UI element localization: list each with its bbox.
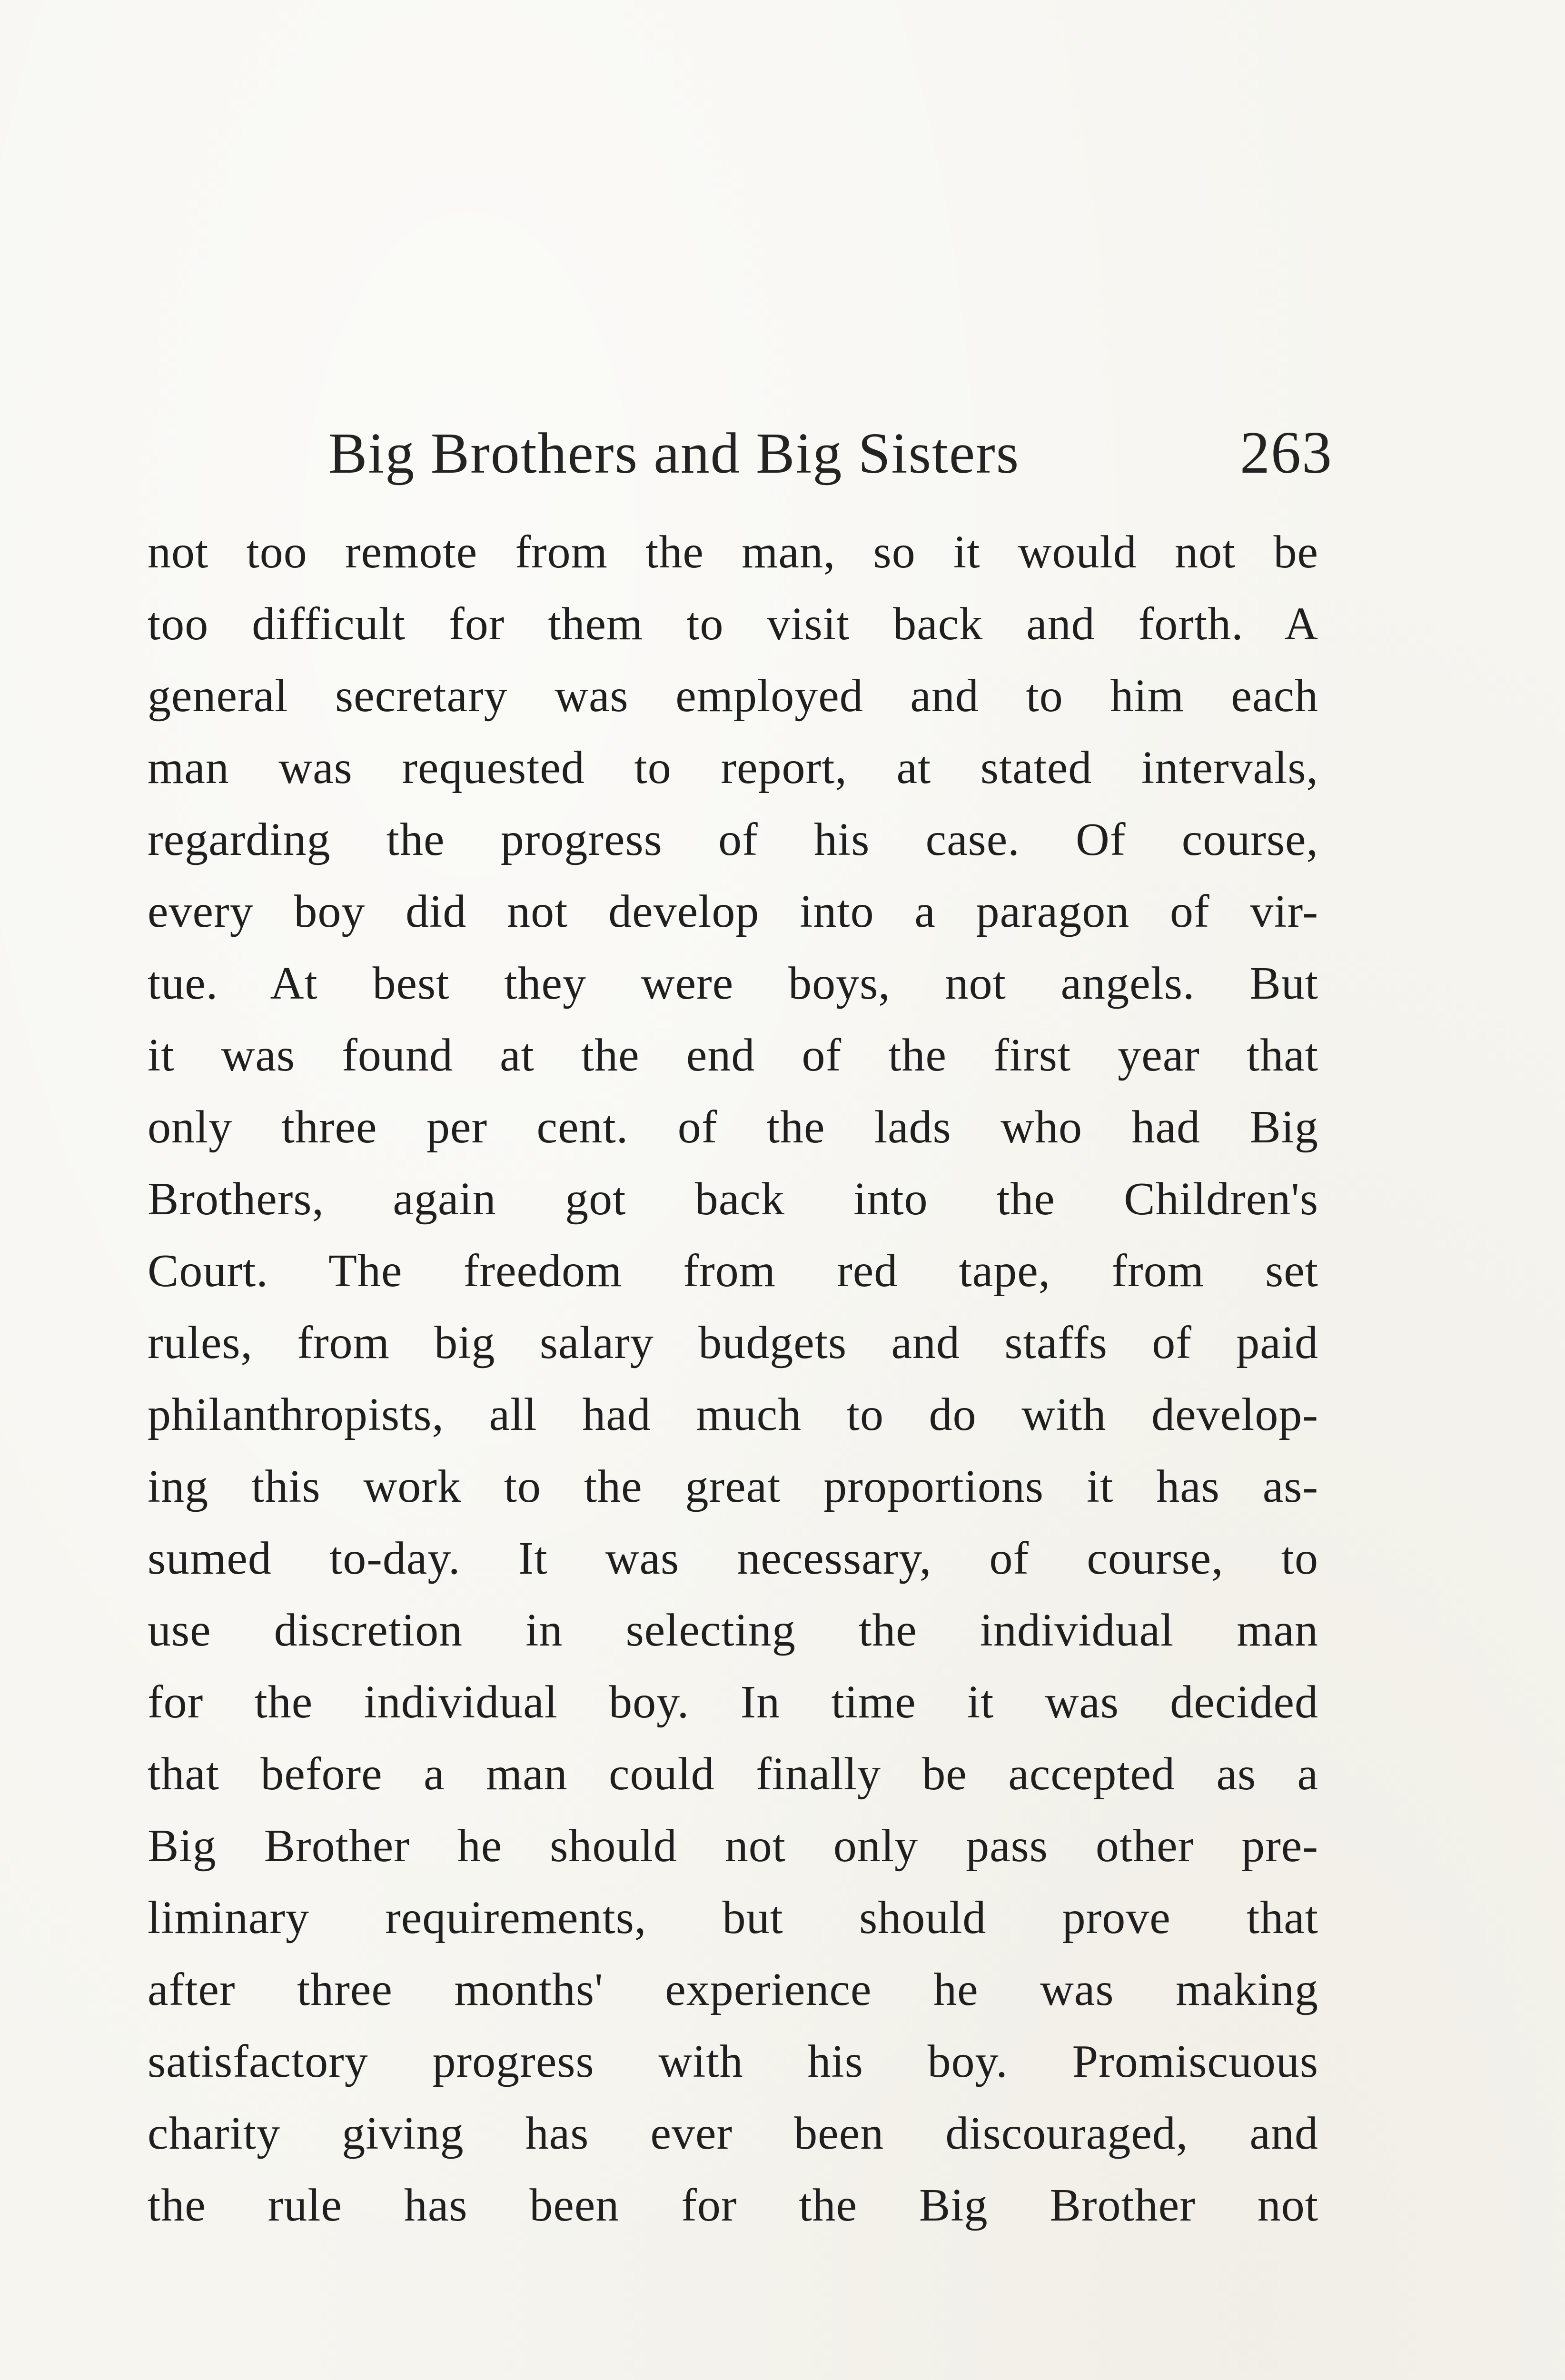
text-line: regarding the progress of his case. Of course,	[148, 814, 1318, 865]
text-line: sumed to-day. It was necessary, of course, to	[148, 1533, 1318, 1584]
text-line: man was requested to report, at stated intervals,	[148, 742, 1318, 793]
text-line: philanthropists, all had much to do with develop-	[148, 1389, 1318, 1440]
text-line: charity giving has ever been discouraged, and	[148, 2108, 1318, 2159]
running-head	[328, 419, 1333, 500]
text-line: for the individual boy. In time it was decided	[148, 1676, 1318, 1728]
text-line: Big Brother he should not only pass other pre-	[148, 1820, 1318, 1872]
text-line: liminary requirements, but should prove that	[148, 1892, 1318, 1944]
text-line: after three months' experience he was making	[148, 1964, 1318, 2015]
text-line: Brothers, again got back into the Children's	[148, 1173, 1318, 1225]
body-text	[148, 516, 1318, 2241]
text-line: it was found at the end of the first year that	[148, 1030, 1318, 1081]
text-line: every boy did not develop into a paragon of vir-	[148, 886, 1318, 937]
text-line: rules, from big salary budgets and staffs of paid	[148, 1317, 1318, 1368]
text-line: general secretary was employed and to him each	[148, 670, 1318, 722]
text-line: the rule has been for the Big Brother not	[148, 2180, 1318, 2231]
text-line: that before a man could finally be accepted as a	[148, 1748, 1318, 1800]
running-title: Big Brothers and Big Sisters	[328, 421, 1020, 486]
page-number: 263	[1240, 420, 1333, 486]
text-line: satisfactory progress with his boy. Promiscuous	[148, 2036, 1318, 2087]
text-line: use discretion in selecting the individual man	[148, 1605, 1318, 1656]
text-line: only three per cent. of the lads who had Big	[148, 1101, 1318, 1153]
text-line: Court. The freedom from red tape, from set	[148, 1245, 1318, 1297]
text-line: ing this work to the great proportions it has as-	[148, 1461, 1318, 1512]
text-line: too difficult for them to visit back and forth. A	[148, 598, 1318, 650]
text-line: tue. At best they were boys, not angels. But	[148, 958, 1318, 1009]
text-line: not too remote from the man, so it would not be	[148, 526, 1318, 578]
